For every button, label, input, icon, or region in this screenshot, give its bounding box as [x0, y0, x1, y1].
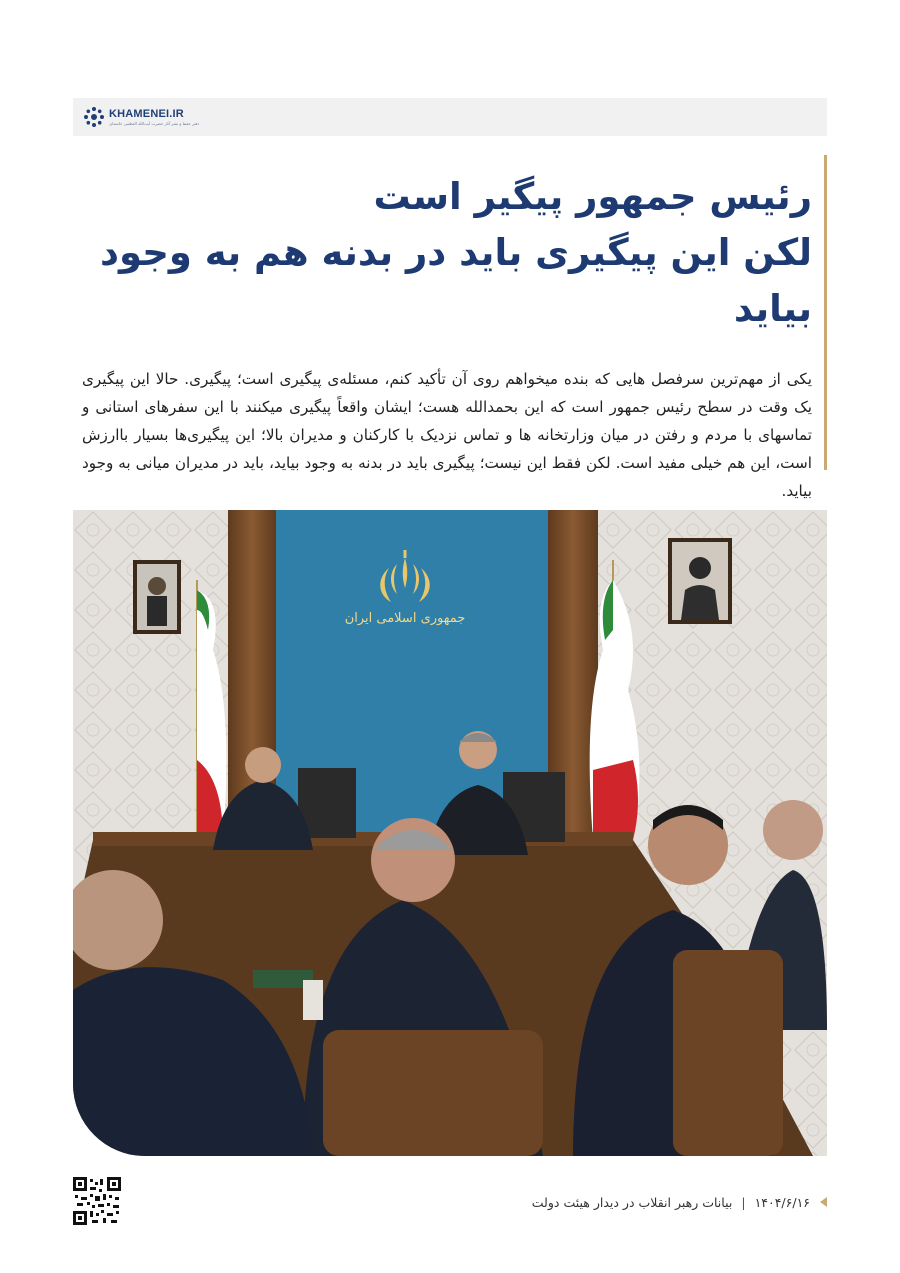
logo-text: KHAMENEI.IR: [109, 107, 184, 120]
footer-source: بیانات رهبر انقلاب در دیدار هیئت دولت: [531, 1194, 733, 1210]
site-logo[interactable]: [83, 104, 199, 130]
header-bar: [73, 98, 827, 136]
footer-caption: [532, 1192, 827, 1212]
quote-title: [82, 169, 812, 337]
qr-code-icon[interactable]: [73, 1177, 121, 1225]
quote-block: [82, 155, 827, 500]
footer-date: ۱۴۰۴/۶/۱۶: [754, 1194, 810, 1210]
quote-title-line-1: رئیس جمهور پیگیر است: [373, 175, 812, 218]
logo-subtext: دفتر حفظ و نشر آثار حضرت آیت‌الله العظمی خامنه‌ای: [109, 120, 200, 126]
footer-separator: |: [741, 1194, 746, 1210]
meeting-photo: [73, 510, 827, 1156]
meeting-photo-illustration: [73, 510, 827, 1156]
emblem-text: جمهوری اسلامی ایران: [344, 611, 466, 626]
caret-left-icon: [820, 1197, 827, 1207]
quote-title-line-2: لکن این پیگیری باید در بدنه هم به وجود بیاید: [100, 231, 812, 330]
quote-body: یکی از مهم‌ترین سرفصل هایی که بنده میخواهم روی آن تأکید کنم، مسئله‌ی پیگیری است؛ پیگیری. حالا این پیگیری یک وقت در سطح رئیس جمهور است که این بحمدالله هست؛ ایشان واقعاً پیگیری میکنند با این سفرهای استانی و تماسهای با مردم و رفتن در میان وزارتخانه ها و تماس نزدیک با کارکنان و مدیران بالا؛ این پیگیری‌ها بسیار باارزش است، این هم خیلی مفید است. لکن فقط این نیست؛ پیگیری باید در بدنه به وجود بیاید، باید در مدیران میانی به وجود بیاید.: [82, 370, 812, 500]
khamenei-logo-icon: [83, 106, 105, 128]
